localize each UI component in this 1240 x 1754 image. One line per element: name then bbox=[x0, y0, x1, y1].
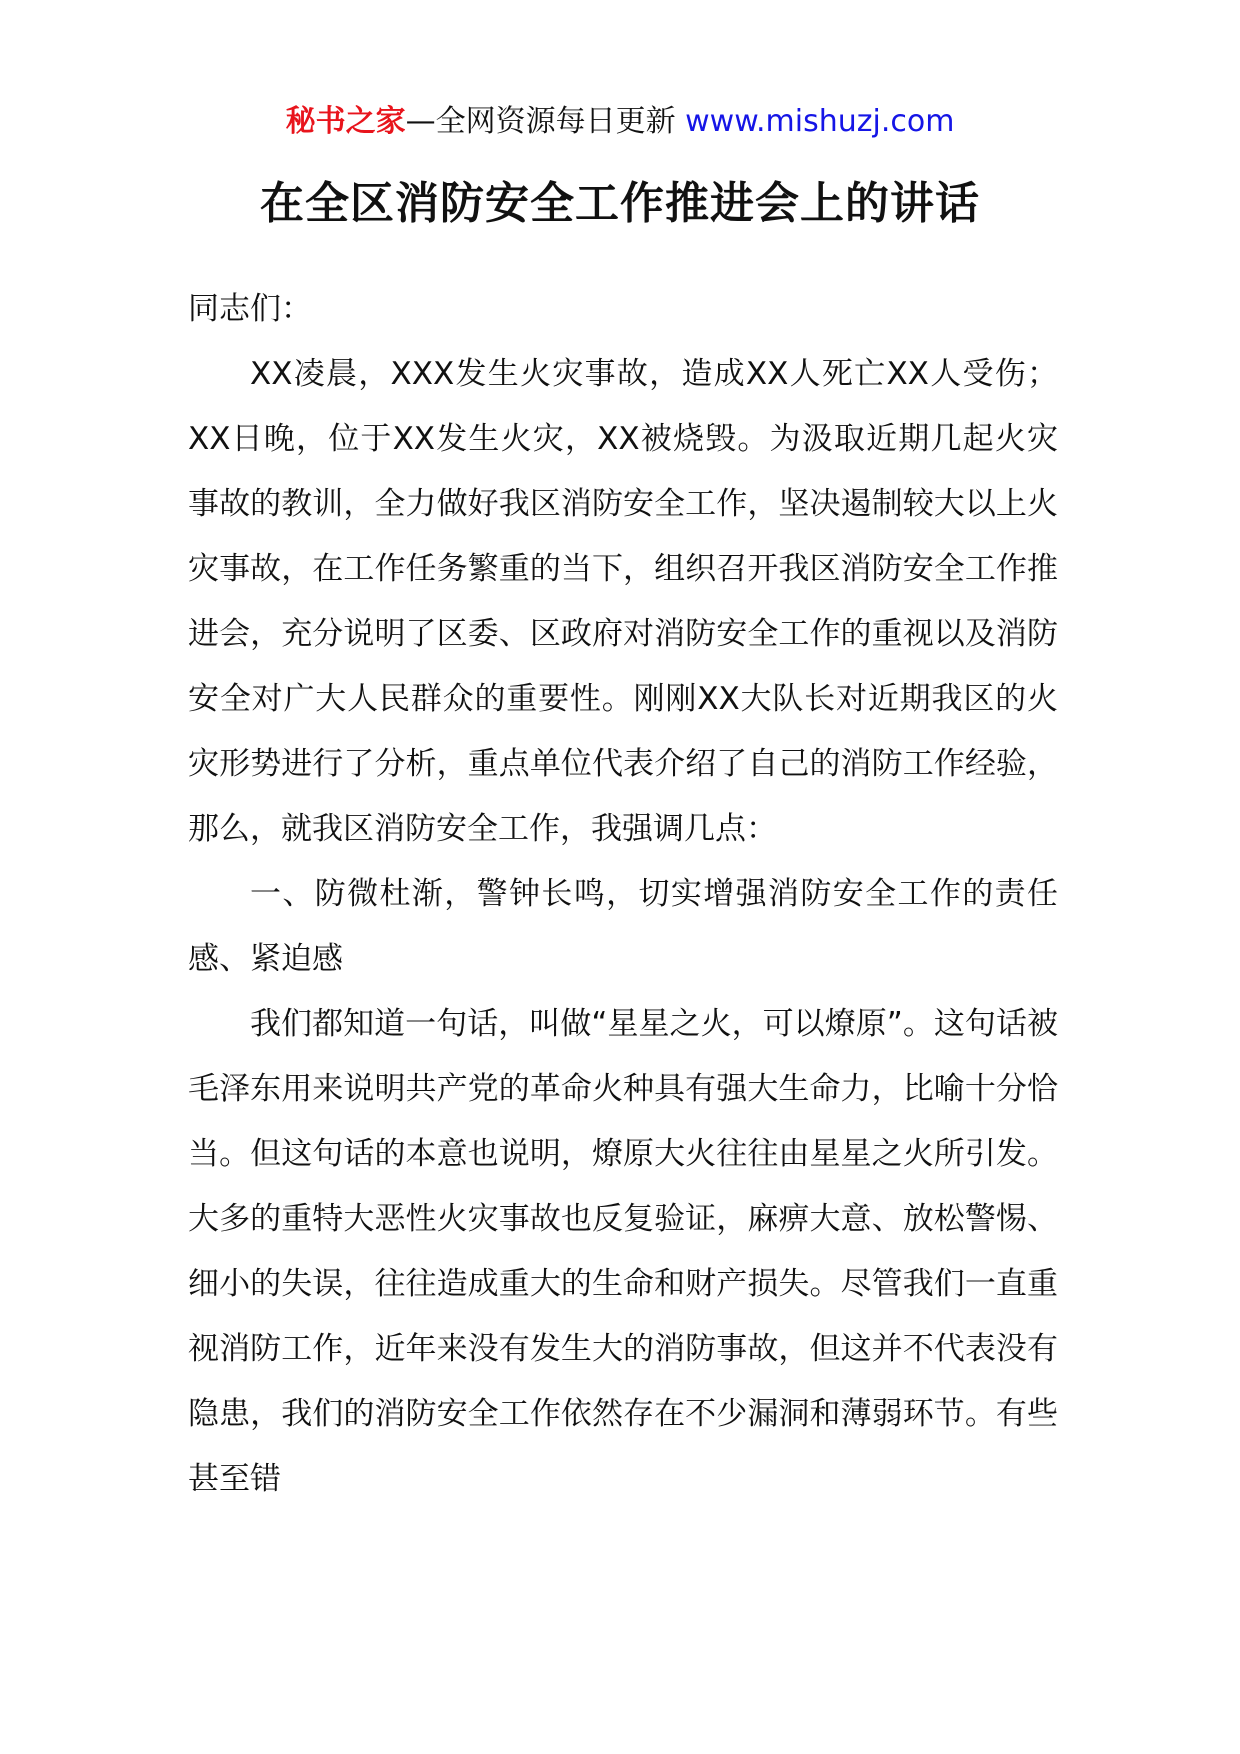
paragraph-intro: XX凌晨，XXX发生火灾事故，造成XX人死亡XX人受伤；XX日晚，位于XX发生火灾，XX被烧毁。为汲取近期几起火灾事故的教训，全力做好我区消防安全工作，坚决遏制较大以上火灾事故，在工作任务繁重的当下，组织召开我区消防安全工作推进会，充分说明了区委、区政府对消防安全工作的重视以及消防安全对广大人民群众的重要性。刚刚XX大队长对近期我区的火灾形势进行了分析，重点单位代表介绍了自己的消防工作经验，那么，就我区消防安全工作，我强调几点： bbox=[188, 356, 1058, 847]
document-title: 在全区消防安全工作推进会上的讲话 bbox=[260, 178, 980, 229]
paragraph-section-1: 我们都知道一句话，叫做“星星之火，可以燎原”。这句话被毛泽东用来说明共产党的革命火种具有强大生命力，比喻十分恰当。但这句话的本意也说明，燎原大火往往由星星之火所引发。大多的重特大恶性火灾事故也反复验证，麻痹大意、放松警惕、细小的失误，往往造成重大的生命和财产损失。尽管我们一直重视消防工作，近年来没有发生大的消防事故，但这并不代表没有隐患，我们的消防安全工作依然存在不少漏洞和薄弱环节。有些甚至错 bbox=[188, 1006, 1058, 1497]
site-url-link[interactable]: www.mishuzj.com bbox=[685, 104, 955, 139]
header-tagline: —全网资源每日更新 bbox=[405, 104, 676, 139]
section-heading-1: 一、防微杜渐，警钟长鸣，切实增强消防安全工作的责任感、紧迫感 bbox=[188, 876, 1058, 977]
brand-name: 秘书之家 bbox=[285, 104, 406, 139]
salutation: 同志们： bbox=[188, 291, 312, 327]
site-header bbox=[0, 100, 1240, 144]
document-body bbox=[188, 277, 1058, 1512]
